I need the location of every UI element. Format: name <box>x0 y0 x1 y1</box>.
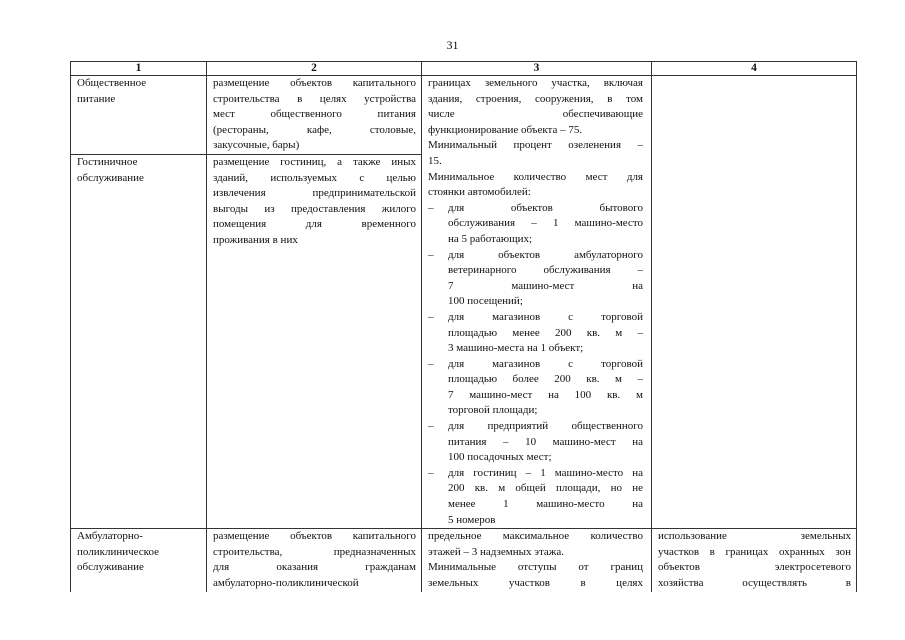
list-item <box>428 466 643 528</box>
cell-line: для магазинов с торговой <box>448 310 643 323</box>
cell-line: менее 1 машино-место на <box>448 498 643 511</box>
list-item <box>428 201 643 248</box>
header-col-2: 2 <box>207 62 422 76</box>
cell-line: 15. <box>428 154 442 167</box>
cell-line: Минимальные отступы от границ <box>428 561 643 574</box>
cell-line: Минимальное количество мест для <box>428 170 643 183</box>
header-col-3: 3 <box>422 62 652 76</box>
cell-line: 7 машино-мест на <box>448 279 643 292</box>
cell-line: Минимальный процент озеленения – <box>428 139 643 152</box>
cell-line: помещения для временного <box>213 218 416 231</box>
cell-line: 3 машино-места на 1 объект; <box>448 342 584 355</box>
cell-line: предельное максимальное количество <box>428 530 643 543</box>
cell-line: закусочные, бары) <box>213 139 300 152</box>
cell-line: мест общественного питания <box>213 108 416 121</box>
table-row <box>71 76 857 155</box>
cell-line: 7 машино-мест на 100 кв. м <box>448 388 643 401</box>
use-description-cell <box>207 529 422 592</box>
cell-line: объектов электросетевого <box>658 561 851 574</box>
cell-line: функционирование объекта – 75. <box>428 123 583 136</box>
bullet-dash: – <box>428 420 434 433</box>
cell-line: ветеринарного обслуживания – <box>448 264 643 277</box>
cell-line: стоянки автомобилей: <box>428 186 531 199</box>
cell-line: хозяйства осуществлять в <box>658 577 851 589</box>
cell-line: питание <box>77 92 116 105</box>
use-type-cell <box>71 529 207 592</box>
cell-line: зданий, используемых с целью <box>213 171 416 184</box>
cell-line: извлечения предпринимательской <box>213 187 416 200</box>
cell-line: размещение объектов капитального <box>213 530 416 543</box>
cell-line: размещение объектов капитального <box>213 77 416 89</box>
page-number: 31 <box>446 38 459 52</box>
bullet-dash: – <box>428 466 434 479</box>
cell-line: использование земельных <box>658 530 851 543</box>
restrictions-cell <box>652 76 857 529</box>
list-item <box>428 310 643 357</box>
cell-line: обслуживание <box>77 171 144 184</box>
cell-line: торговой площади; <box>448 404 538 417</box>
cell-line: для объектов амбулаторного <box>448 248 643 261</box>
cell-line: площадью более 200 кв. м – <box>448 373 643 386</box>
cell-line: для предприятий общественного <box>448 420 643 433</box>
header-row <box>71 62 857 76</box>
zoning-table <box>70 61 857 592</box>
cell-line: для магазинов с торговой <box>448 357 643 370</box>
parameters-cell <box>422 529 652 592</box>
bullet-dash: – <box>428 310 434 323</box>
use-type-cell <box>71 76 207 155</box>
header-col-1: 1 <box>71 62 207 76</box>
cell-line: питания – 10 машино-мест на <box>448 435 643 448</box>
cell-line: этажей – 3 надземных этажа. <box>428 545 565 558</box>
cell-line: 200 кв. м общей площади, но не <box>448 482 643 495</box>
cell-line: обслуживания – 1 машино-место <box>448 217 643 230</box>
cell-line: границах земельного участка, включая <box>428 77 643 89</box>
restrictions-cell <box>652 529 857 592</box>
cell-line: обслуживание <box>77 561 144 574</box>
use-description-cell <box>207 154 422 528</box>
bullet-dash: – <box>428 248 434 261</box>
cell-line: строительства в целях устройства <box>213 92 416 105</box>
bullet-dash: – <box>428 201 434 214</box>
cell-line: участков в границах охранных зон <box>658 545 851 558</box>
cell-line: здания, строения, сооружения, в том <box>428 92 643 105</box>
cell-line: Гостиничное <box>77 155 138 168</box>
list-item <box>428 357 643 419</box>
cell-line: 100 посадочных мест; <box>448 451 552 464</box>
use-type-cell <box>71 154 207 528</box>
cell-line: для оказания гражданам <box>213 561 416 574</box>
cell-line: для гостиниц – 1 машино-место на <box>448 466 643 479</box>
header-col-4: 4 <box>652 62 857 76</box>
cell-line: (рестораны, кафе, столовые, <box>213 123 416 136</box>
cell-line: размещение гостиниц, а также иных <box>213 155 416 168</box>
bullet-dash: – <box>428 357 434 370</box>
cell-line: проживания в них <box>213 233 298 246</box>
list-item <box>428 248 643 310</box>
cell-line: земельных участков в целях <box>428 577 643 589</box>
cell-line: строительства, предназначенных <box>213 545 416 558</box>
cell-line: 100 посещений; <box>448 295 523 308</box>
cell-line: Общественное <box>77 77 147 89</box>
list-item <box>428 419 643 466</box>
cell-line: площадью менее 200 кв. м – <box>448 326 643 339</box>
cell-line: на 5 работающих; <box>448 232 533 245</box>
cell-line: для объектов бытового <box>448 201 643 214</box>
cell-line: амбулаторно-поликлинической <box>213 577 359 589</box>
cell-line: 5 номеров <box>448 513 496 526</box>
cell-line: выгоды из предоставления жилого <box>213 202 416 215</box>
use-description-cell <box>207 76 422 155</box>
cell-line: Амбулаторно- <box>77 530 143 543</box>
cell-line: поликлиническое <box>77 545 159 558</box>
table-row <box>71 529 857 592</box>
parameters-cell <box>422 76 652 529</box>
cell-line: числе обеспечивающие <box>428 108 643 121</box>
